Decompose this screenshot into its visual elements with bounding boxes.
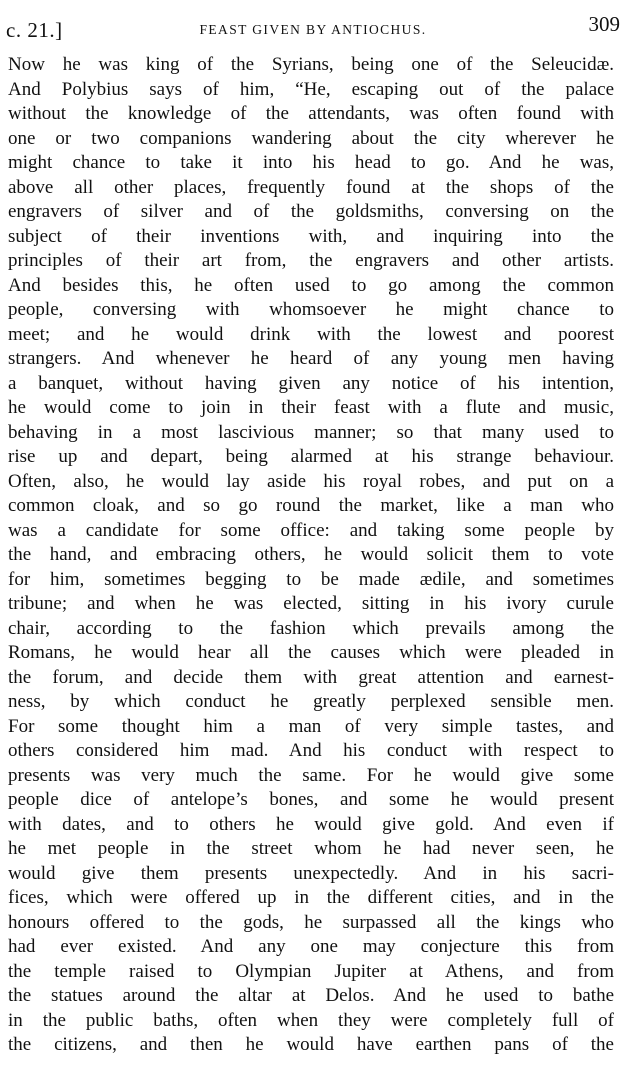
chapter-reference: c. 21.] (6, 18, 63, 42)
text-line: For some thought him a man of very simple tastes, and (8, 715, 614, 737)
running-head (6, 12, 620, 42)
text-line: the forum, and decide them with great attention and earnest- (8, 666, 614, 688)
text-line: for him, sometimes begging to be made ædile, and sometimes (8, 568, 614, 590)
text-line: with dates, and to others he would give gold. And even if (8, 813, 614, 835)
text-line: And Polybius says of him, “He, escaping out of the palace (8, 78, 614, 100)
text-line: a banquet, without having given any notice of his intention, (8, 372, 614, 394)
text-line: others considered him mad. And his conduct with respect to (8, 740, 614, 761)
text-line: had ever existed. And any one may conjecture this from (8, 936, 614, 957)
text-line: people dice of antelope’s bones, and some he would present (8, 789, 614, 810)
text-line: he would come to join in their feast with a flute and music, (8, 397, 614, 418)
text-line: And besides this, he often used to go among the common (8, 274, 614, 296)
text-line: Often, also, he would lay aside his royal robes, and put on a (8, 470, 614, 492)
text-line: tribune; and when he was elected, sitting in his ivory curule (8, 593, 614, 614)
text-line: the hand, and embracing others, he would solicit them to vote (8, 544, 614, 565)
text-line: one or two companions wandering about the city wherever he (8, 127, 614, 149)
running-title: FEAST GIVEN BY ANTIOCHUS. (199, 22, 427, 37)
text-line: the citizens, and then he would have earthen pans of the (8, 1034, 614, 1055)
text-line: honours offered to the gods, he surpassed all the kings who (8, 911, 614, 933)
text-line: in the public baths, often when they were completely full of (8, 1009, 614, 1031)
body-text (8, 53, 614, 1058)
text-line: ness, by which conduct he greatly perplexed sensible men. (8, 691, 614, 712)
text-line: was a candidate for some office: and taking some people by (8, 519, 614, 541)
text-line: engravers of silver and of the goldsmiths, conversing on the (8, 201, 614, 222)
text-line: above all other places, frequently found at the shops of the (8, 176, 614, 198)
text-line: strangers. And whenever he heard of any young men having (8, 348, 614, 369)
text-line: chair, according to the fashion which prevails among the (8, 617, 614, 639)
text-line: Now he was king of the Syrians, being one of the Seleucidæ. (8, 54, 614, 75)
text-line: subject of their inventions with, and inquiring into the (8, 225, 614, 247)
text-line: he met people in the street whom he had never seen, he (8, 838, 614, 859)
text-line: rise up and depart, being alarmed at his strange behaviour. (8, 446, 614, 467)
text-line: without the knowledge of the attendants, was often found with (8, 103, 614, 124)
text-line: meet; and he would drink with the lowest and poorest (8, 323, 614, 345)
text-line: the temple raised to Olympian Jupiter at Athens, and from (8, 960, 614, 982)
text-line: presents was very much the same. For he would give some (8, 764, 614, 786)
text-line: Romans, he would hear all the causes which were pleaded in (8, 642, 614, 663)
text-line: behaving in a most lascivious manner; so that many used to (8, 421, 614, 443)
text-line: the statues around the altar at Delos. And he used to bathe (8, 985, 614, 1006)
text-line: people, conversing with whomsoever he might chance to (8, 299, 614, 320)
page-number: 309 (588, 12, 620, 36)
text-line: fices, which were offered up in the different cities, and in the (8, 887, 614, 908)
text-line: would give them presents unexpectedly. And in his sacri- (8, 862, 614, 884)
text-line: might chance to take it into his head to go. And he was, (8, 152, 614, 173)
text-line: principles of their art from, the engravers and other artists. (8, 250, 614, 271)
text-line: common cloak, and so go round the market, like a man who (8, 495, 614, 516)
